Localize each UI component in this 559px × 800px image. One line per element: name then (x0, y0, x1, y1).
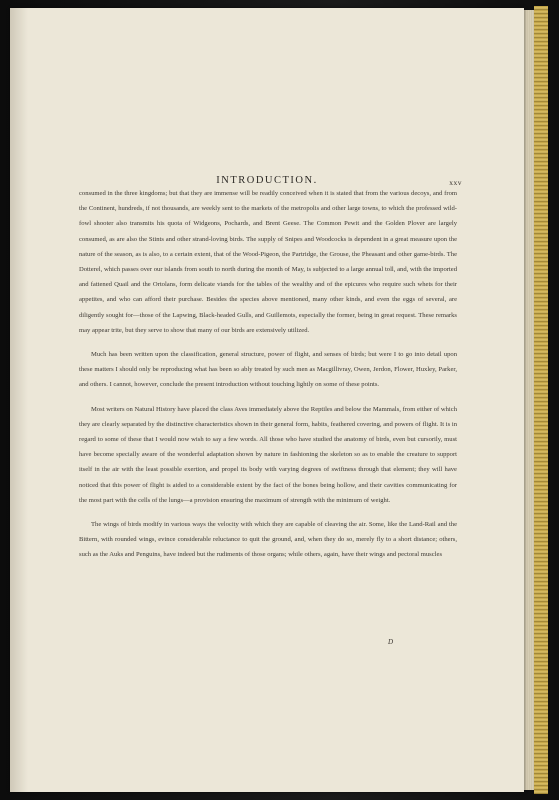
signature-mark: D (388, 638, 394, 646)
paragraph: consumed in the three kingdoms; but that they are immense will be readily conceived when it is stated that from the various decoys, and from the Continent, hundreds, if not thousands, are weekly sent to the markets of the metropolis and other large towns, to which the professed wild-fowl shooter also transmits his quota of Widgeons, Pochards, and Brent Geese. The Common Pewit and the Golden Plover are largely consumed, as are also the Stints and other strand-loving birds. The supply of Snipes and Woodcocks is dependent in a great measure upon the nature of the season, as is also, to a certain extent, that of the Wood-Pigeon, the Partridge, the Grouse, the Pheasant and other game-birds. The Dotterel, which passes over our islands from south to north during the month of May, is subjected to a large annual toll, and, with the imported and fattened Quail and the Ortolans, form delicate viands for the tables of the wealthy and of the epicures who require such whets for their appetites, and who can afford their purchase. Besides the species above mentioned, many other kinds, and even the eggs of several, are diligently sought for—those of the Lapwing, Black-headed Gulls, and Guillemots, especially the former, being in great request. These remarks may appear trite, but they serve to show that many of our birds are extensively utilized. (79, 190, 457, 334)
paragraph: Most writers on Natural History have placed the class Aves immediately above the Reptiles and below the Mammals, from either of which they are clearly separated by the distinctive characteristics shown in their general form, habits, feathered covering, and powers of flight. It is in regard to some of these that I would now wish to say a few words. All those who have studied the anatomy of birds, even but cursorily, must have become specially aware of the wonderful adaptation shown by nature in fashioning the skeleton so as to enable the creature to support itself in the air with the least possible exertion, and propel its body with varying degrees of swiftness through that element; they will have noticed that this power of flight is aided to a considerable extent by the fact of the bones being hollow, and their cavities communicating for the most part with the cells of the lungs—a provision ensuring the maximum of strength with the minimum of weight. (79, 405, 457, 504)
gilt-edge (534, 6, 548, 794)
paragraph: The wings of birds modify in various ways the velocity with which they are capable of cleaving the air. Some, like the Land-Rail and the Bittern, with rounded wings, evince considerable reluctance to quit the ground, and, when they do so, merely fly to a short distance; others, such as the Auks and Penguins, have indeed but the rudiments of those organs; while others, again, have their wings and pectoral muscles (79, 521, 457, 559)
page-number: xxv (449, 178, 462, 187)
paragraph: Much has been written upon the classification, general structure, power of flight, and senses of birds; but were I to go into detail upon these matters I should only be reproducing what has been so ably treated by such men as Macgillivray, Owen, Jerdon, Flower, Huxley, Parker, and others. I cannot, however, conclude the present introduction without touching lightly on some of these points. (79, 351, 457, 389)
body-text (79, 186, 457, 572)
running-head: INTRODUCTION. (216, 175, 318, 186)
